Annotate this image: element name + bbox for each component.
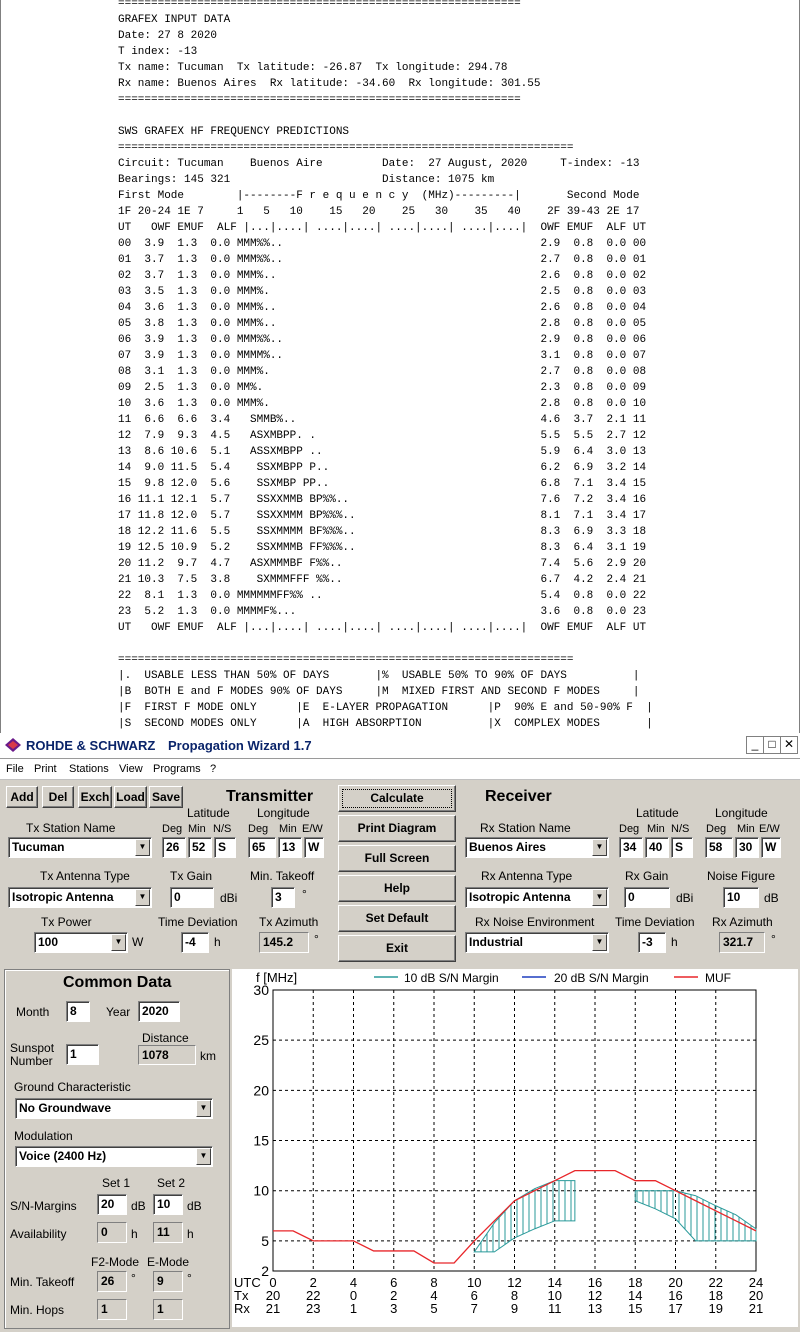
x-tick-label: 13 bbox=[587, 1301, 603, 1316]
y-tick-label: 20 bbox=[253, 1082, 269, 1099]
tx-station-select[interactable] bbox=[8, 837, 152, 858]
ground-characteristic-value: No Groundwave bbox=[19, 1101, 112, 1115]
availability-label: Availability bbox=[10, 1227, 67, 1241]
x-tick-label: 20 bbox=[748, 1288, 764, 1303]
month-input[interactable]: 8 bbox=[66, 1001, 90, 1022]
rx-gain-input[interactable]: 0 bbox=[624, 887, 670, 908]
legend-label: 20 dB S/N Margin bbox=[554, 971, 649, 985]
min-takeoff-label: Min. Takeoff bbox=[10, 1275, 75, 1289]
set2-label: Set 2 bbox=[157, 1176, 186, 1190]
report-line: GRAFEX INPUT DATA bbox=[118, 14, 231, 26]
x-tick-label: 1 bbox=[349, 1301, 358, 1316]
tx-longitude-label: Longitude bbox=[257, 806, 310, 820]
sn-margin-set2-unit: dB bbox=[187, 1199, 202, 1213]
modulation-value: Voice (2400 Hz) bbox=[19, 1149, 107, 1163]
title-bar bbox=[0, 733, 800, 759]
year-label: Year bbox=[106, 1005, 131, 1019]
tx-power-label: Tx Power bbox=[41, 915, 92, 929]
report-line: 21 10.3 7.5 3.8 SXMMMFFF %%.. 6.7 4.2 2.4 21 bbox=[118, 574, 647, 586]
common-data-heading: Common Data bbox=[63, 974, 172, 991]
sunspot-label: Sunspot bbox=[10, 1041, 55, 1055]
tx-power-unit: W bbox=[132, 935, 144, 949]
minimize-button[interactable]: _ bbox=[746, 736, 764, 754]
x-tick-label: 8 bbox=[430, 1275, 438, 1290]
x-tick-label: 21 bbox=[265, 1301, 281, 1316]
distance-value: 1078 bbox=[138, 1045, 196, 1065]
report-line: |. USABLE LESS THAN 50% OF DAYS |% USABLE 50% TO 90% OF DAYS | bbox=[118, 670, 640, 682]
chevron-down-icon[interactable]: ▼ bbox=[196, 1100, 211, 1117]
report-line: 09 2.5 1.3 0.0 MM%. 2.3 0.8 0.0 09 bbox=[118, 382, 647, 394]
rx-gain-unit: dBi bbox=[676, 891, 694, 905]
y-tick-label: 30 bbox=[253, 982, 269, 998]
modulation-select[interactable] bbox=[15, 1146, 213, 1167]
menu-programs[interactable]: Programs bbox=[153, 763, 201, 775]
tx-station-value: Tucuman bbox=[12, 840, 65, 854]
report-line: 18 12.2 11.6 5.5 SSXMMMM BF%%%.. 8.3 6.9 3.3 18 bbox=[118, 526, 647, 538]
takeoff-e-degree: ° bbox=[187, 1271, 192, 1285]
x-tick-label: 18 bbox=[628, 1275, 643, 1290]
tx-power-select[interactable] bbox=[34, 932, 128, 953]
menu-bar bbox=[0, 759, 800, 780]
rx-azimuth-label: Rx Azimuth bbox=[712, 915, 773, 929]
x-tick-label: 21 bbox=[748, 1301, 764, 1316]
report-line: 22 8.1 1.3 0.0 MMMMMMFF%% .. 5.4 0.8 0.0 22 bbox=[118, 590, 647, 602]
rohde-schwarz-logo-icon bbox=[5, 738, 21, 752]
y-tick-label: 10 bbox=[253, 1182, 269, 1199]
distance-unit: km bbox=[200, 1049, 216, 1063]
load-button[interactable]: Load bbox=[114, 786, 147, 808]
x-tick-label: 18 bbox=[708, 1288, 723, 1303]
report-line: SWS GRAFEX HF FREQUENCY PREDICTIONS bbox=[118, 126, 350, 138]
tx-takeoff-input[interactable]: 3 bbox=[271, 887, 295, 908]
report-line: |B BOTH E and F MODES 90% OF DAYS |M MIXED FIRST AND SECOND F MODES | bbox=[118, 686, 640, 698]
report-line: 12 7.9 9.3 4.5 ASXMBPP. . 5.5 5.5 2.7 12 bbox=[118, 430, 647, 442]
exit-button[interactable]: Exit bbox=[338, 935, 456, 962]
tx-lat-deg-label: Deg bbox=[162, 823, 183, 835]
tx-time-deviation-label: Time Deviation bbox=[158, 915, 238, 929]
x-tick-label: 6 bbox=[390, 1275, 398, 1290]
report-line: 20 11.2 9.7 4.7 ASXMMMBF F%%.. 7.4 5.6 2.9 20 bbox=[118, 558, 647, 570]
window-title: Propagation Wizard 1.7 bbox=[168, 738, 312, 753]
rx-noise-figure-unit: dB bbox=[764, 891, 779, 905]
x-tick-label: 10 bbox=[467, 1275, 482, 1290]
hops-e-value: 1 bbox=[153, 1299, 183, 1320]
report-line: 19 12.5 10.9 5.2 SSXMMMB FF%%%.. 8.3 6.4 3.1 19 bbox=[118, 542, 647, 554]
y-tick-label: 2 bbox=[261, 1263, 269, 1279]
x-tick-label: 7 bbox=[470, 1301, 478, 1316]
modulation-label: Modulation bbox=[14, 1129, 73, 1143]
rx-latitude-label: Latitude bbox=[636, 806, 679, 820]
rx-lat-deg-label: Deg bbox=[619, 823, 640, 835]
rx-antenna-label: Rx Antenna Type bbox=[481, 869, 573, 883]
takeoff-f2-value: 26 bbox=[97, 1271, 127, 1292]
distance-label: Distance bbox=[142, 1031, 189, 1045]
report-line: |S SECOND MODES ONLY |A HIGH ABSORPTION |X COMPLEX MODES | bbox=[118, 718, 653, 730]
report-line: 05 3.8 1.3 0.0 MMM%.. 2.8 0.8 0.0 05 bbox=[118, 318, 647, 330]
x-tick-label: 22 bbox=[306, 1288, 321, 1303]
sunspot-input[interactable]: 1 bbox=[66, 1044, 99, 1065]
availability-set1-unit: h bbox=[131, 1227, 138, 1241]
chevron-down-icon[interactable]: ▼ bbox=[135, 839, 150, 856]
y-tick-label: 15 bbox=[253, 1132, 269, 1149]
rx-lat-min-input[interactable]: 40 bbox=[645, 837, 669, 858]
tx-lon-min-label: Min bbox=[279, 823, 297, 835]
tx-azimuth-degree: ° bbox=[314, 932, 319, 946]
report-line: 15 9.8 12.0 5.6 SSXMBP PP.. 6.8 7.1 3.4 15 bbox=[118, 478, 647, 490]
x-tick-label: 16 bbox=[587, 1275, 603, 1290]
report-line: Tx name: Tucuman Tx latitude: -26.87 Tx longitude: 294.78 bbox=[118, 62, 508, 74]
report-line: Bearings: 145 321 Distance: 1075 km bbox=[118, 174, 495, 186]
rx-noise-figure-input[interactable]: 10 bbox=[723, 887, 759, 908]
chevron-down-icon[interactable]: ▼ bbox=[592, 839, 607, 856]
rx-station-name-label: Rx Station Name bbox=[480, 821, 571, 835]
menu-file[interactable]: File bbox=[6, 763, 24, 775]
tx-lat-min-input[interactable]: 52 bbox=[188, 837, 212, 858]
report-line: Date: 27 8 2020 bbox=[118, 30, 218, 42]
chevron-down-icon[interactable]: ▼ bbox=[592, 889, 607, 906]
report-line: |F FIRST F MODE ONLY |E E-LAYER PROPAGATION |P 90% E and 50-90% F | bbox=[118, 702, 653, 714]
rx-noise-environment-label: Rx Noise Environment bbox=[475, 915, 595, 929]
report-line: 16 11.1 12.1 5.7 SSXXMMB BP%%.. 7.6 7.2 3.4 16 bbox=[118, 494, 647, 506]
x-tick-label: 12 bbox=[587, 1288, 603, 1303]
report-line: Circuit: Tucuman Buenos Aire Date: 27 August, 2020 T-index: -13 bbox=[118, 158, 640, 170]
sn-margins-label: S/N-Margins bbox=[10, 1199, 77, 1213]
rx-lon-ew-label: E/W bbox=[759, 823, 780, 835]
chevron-down-icon[interactable]: ▼ bbox=[592, 934, 607, 951]
rx-station-value: Buenos Aires bbox=[469, 840, 546, 854]
rx-gain-label: Rx Gain bbox=[625, 869, 669, 883]
report-line: 1F 20-24 1E 7 1 5 10 15 20 25 30 35 40 2F 39-43 2E 17 bbox=[118, 206, 640, 218]
rx-lon-min-label: Min bbox=[737, 823, 755, 835]
y-axis-label: f [MHz] bbox=[256, 970, 298, 985]
x-tick-label: 4 bbox=[430, 1288, 438, 1303]
sn-margin-set2-input[interactable]: 10 bbox=[153, 1194, 183, 1215]
propagation-chart bbox=[232, 969, 798, 1327]
report-line: ===================================================================== bbox=[118, 654, 574, 666]
tx-azimuth-value: 145.2 bbox=[259, 932, 309, 953]
x-tick-label: 2 bbox=[309, 1275, 317, 1290]
chevron-down-icon[interactable]: ▼ bbox=[196, 1148, 211, 1165]
set1-label: Set 1 bbox=[102, 1176, 131, 1190]
full-screen-button[interactable]: Full Screen bbox=[338, 845, 456, 872]
tx-azimuth-label: Tx Azimuth bbox=[259, 915, 319, 929]
rx-azimuth-value: 321.7 bbox=[719, 932, 765, 953]
availability-set2-value: 11 bbox=[153, 1222, 183, 1243]
rx-noise-environment-select[interactable] bbox=[465, 932, 609, 953]
x-tick-label: 2 bbox=[390, 1288, 398, 1303]
hops-f2-value: 1 bbox=[97, 1299, 127, 1320]
x-tick-label: 6 bbox=[470, 1288, 478, 1303]
f2-mode-label: F2-Mode bbox=[91, 1255, 140, 1269]
rx-lon-deg-input[interactable]: 58 bbox=[705, 837, 733, 858]
x-row-label: Rx bbox=[234, 1301, 250, 1316]
y-tick-label: 5 bbox=[261, 1232, 269, 1249]
exchange-button[interactable]: Exch bbox=[78, 786, 112, 808]
tx-antenna-value: Isotropic Antenna bbox=[12, 890, 114, 904]
rx-lat-ns-input[interactable]: S bbox=[671, 837, 693, 858]
rx-lon-min-input[interactable]: 30 bbox=[735, 837, 759, 858]
propagation-wizard-window bbox=[0, 733, 800, 1332]
receiver-heading: Receiver bbox=[485, 788, 552, 805]
report-line: 23 5.2 1.3 0.0 MMMMF%... 3.6 0.8 0.0 23 bbox=[118, 606, 647, 618]
tx-time-deviation-input[interactable]: -4 bbox=[181, 932, 209, 953]
tx-lat-min-label: Min bbox=[188, 823, 206, 835]
report-line: 00 3.9 1.3 0.0 MMM%%.. 2.9 0.8 0.0 00 bbox=[118, 238, 647, 250]
x-tick-label: 5 bbox=[430, 1301, 438, 1316]
x-tick-label: 24 bbox=[748, 1275, 764, 1290]
report-line: 13 8.6 10.6 5.1 ASSXMBPP .. 5.9 6.4 3.0 13 bbox=[118, 446, 647, 458]
report-line: 08 3.1 1.3 0.0 MMM%. 2.7 0.8 0.0 08 bbox=[118, 366, 647, 378]
x-tick-label: 9 bbox=[510, 1301, 519, 1316]
transmitter-heading: Transmitter bbox=[226, 788, 314, 805]
report-line: ============================================================= bbox=[118, 94, 521, 106]
month-label: Month bbox=[16, 1005, 50, 1019]
legend-label: 10 dB S/N Margin bbox=[404, 971, 499, 985]
ground-characteristic-label: Ground Characteristic bbox=[14, 1080, 131, 1094]
chevron-down-icon[interactable]: ▼ bbox=[111, 934, 126, 951]
menu-view[interactable]: View bbox=[119, 763, 143, 775]
tx-lon-ew-label: E/W bbox=[302, 823, 323, 835]
tx-antenna-select[interactable] bbox=[8, 887, 152, 908]
x-row-label: UTC bbox=[234, 1275, 261, 1290]
report-line: ===================================================================== bbox=[118, 142, 574, 154]
rx-time-deviation-label: Time Deviation bbox=[615, 915, 695, 929]
availability-set1-value: 0 bbox=[97, 1222, 127, 1243]
tx-takeoff-label: Min. Takeoff bbox=[250, 869, 315, 883]
maximize-button[interactable]: □ bbox=[763, 736, 781, 754]
rx-lat-min-label: Min bbox=[647, 823, 665, 835]
report-line: T index: -13 bbox=[118, 46, 198, 58]
report-line: 10 3.6 1.3 0.0 MMM%. 2.8 0.8 0.0 10 bbox=[118, 398, 647, 410]
x-tick-label: 22 bbox=[708, 1275, 723, 1290]
x-tick-label: 19 bbox=[708, 1301, 723, 1316]
x-tick-label: 12 bbox=[507, 1275, 522, 1290]
report-line: 02 3.7 1.3 0.0 MMM%.. 2.6 0.8 0.0 02 bbox=[118, 270, 647, 282]
rx-lat-deg-input[interactable]: 34 bbox=[619, 837, 643, 858]
tx-gain-label: Tx Gain bbox=[170, 869, 213, 883]
tx-lat-ns-input[interactable]: S bbox=[214, 837, 236, 858]
x-tick-label: 20 bbox=[265, 1288, 281, 1303]
ground-characteristic-select[interactable] bbox=[15, 1098, 213, 1119]
rx-time-deviation-input[interactable]: -3 bbox=[638, 932, 666, 953]
report-line: ============================================================= bbox=[118, 0, 521, 10]
tx-lon-min-input[interactable]: 13 bbox=[278, 837, 302, 858]
sn-margin-set1-input[interactable]: 20 bbox=[97, 1194, 127, 1215]
x-tick-label: 20 bbox=[668, 1275, 683, 1290]
common-data-panel bbox=[4, 969, 230, 1329]
tx-latitude-label: Latitude bbox=[187, 806, 230, 820]
rx-azimuth-degree: ° bbox=[771, 932, 776, 946]
print-diagram-button[interactable]: Print Diagram bbox=[338, 815, 456, 842]
rx-noise-environment-value: Industrial bbox=[469, 935, 524, 949]
tx-lon-deg-input[interactable]: 65 bbox=[248, 837, 276, 858]
x-tick-label: 23 bbox=[306, 1301, 321, 1316]
add-button[interactable]: Add bbox=[6, 786, 38, 808]
x-tick-label: 14 bbox=[628, 1288, 643, 1303]
sn-margin-set1-unit: dB bbox=[131, 1199, 146, 1213]
report-line: 17 11.8 12.0 5.7 SSXXMMM BP%%%.. 8.1 7.1 3.4 17 bbox=[118, 510, 647, 522]
year-input[interactable]: 2020 bbox=[138, 1001, 180, 1022]
rx-station-select[interactable] bbox=[465, 837, 609, 858]
availability-set2-unit: h bbox=[187, 1227, 194, 1241]
tx-power-value: 100 bbox=[38, 935, 59, 949]
min-hops-label: Min. Hops bbox=[10, 1303, 65, 1317]
report-line: 01 3.7 1.3 0.0 MMM%%.. 2.7 0.8 0.0 01 bbox=[118, 254, 647, 266]
tx-antenna-label: Tx Antenna Type bbox=[40, 869, 130, 883]
x-tick-label: 15 bbox=[628, 1301, 643, 1316]
takeoff-e-value: 9 bbox=[153, 1271, 183, 1292]
x-tick-label: 3 bbox=[390, 1301, 398, 1316]
report-line: 07 3.9 1.3 0.0 MMMM%.. 3.1 0.8 0.0 07 bbox=[118, 350, 647, 362]
tx-takeoff-degree: ° bbox=[302, 887, 307, 901]
delete-button[interactable]: Del bbox=[42, 786, 74, 808]
tx-gain-unit: dBi bbox=[220, 891, 238, 905]
tx-time-deviation-unit: h bbox=[214, 935, 221, 949]
takeoff-f2-degree: ° bbox=[131, 1271, 136, 1285]
chevron-down-icon[interactable]: ▼ bbox=[135, 889, 150, 906]
tx-lon-deg-label: Deg bbox=[248, 823, 269, 835]
close-button[interactable]: ✕ bbox=[780, 736, 798, 754]
report-line: UT OWF EMUF ALF |...|....| ....|....| ....|....| ....|....| OWF EMUF ALF UT bbox=[118, 622, 647, 634]
legend-label: MUF bbox=[705, 971, 731, 985]
e-mode-label: E-Mode bbox=[147, 1255, 190, 1269]
x-tick-label: 8 bbox=[510, 1288, 519, 1303]
tx-gain-input[interactable]: 0 bbox=[170, 887, 214, 908]
sunspot-number-label: Number bbox=[10, 1054, 53, 1068]
menu-print[interactable]: Print bbox=[34, 763, 57, 775]
calculate-button[interactable]: Calculate bbox=[338, 785, 456, 812]
report-line: UT OWF EMUF ALF |...|....| ....|....| ....|....| ....|....| OWF EMUF ALF UT bbox=[118, 222, 647, 234]
report-line: First Mode |--------F r e q u e n c y (MHz)---------| Second Mode bbox=[118, 190, 640, 202]
menu-help[interactable]: ? bbox=[210, 763, 217, 775]
report-line: 14 9.0 11.5 5.4 SSXMBPP P.. 6.2 6.9 3.2 14 bbox=[118, 462, 647, 474]
tx-lat-deg-input[interactable]: 26 bbox=[162, 837, 186, 858]
x-tick-label: 10 bbox=[547, 1288, 562, 1303]
rx-noise-figure-label: Noise Figure bbox=[707, 869, 776, 883]
x-tick-label: 4 bbox=[349, 1275, 358, 1290]
brand-name: ROHDE & SCHWARZ bbox=[26, 738, 156, 753]
x-tick-label: 11 bbox=[548, 1301, 562, 1316]
help-button[interactable]: Help bbox=[338, 875, 456, 902]
x-tick-label: 14 bbox=[547, 1275, 562, 1290]
set-default-button[interactable]: Set Default bbox=[338, 905, 456, 932]
rx-lat-ns-label: N/S bbox=[671, 823, 690, 835]
x-tick-label: 0 bbox=[269, 1275, 277, 1290]
x-row-label: Tx bbox=[234, 1288, 249, 1303]
grafex-report-text bbox=[118, 0, 653, 733]
save-button[interactable]: Save bbox=[149, 786, 183, 808]
report-line: 06 3.9 1.3 0.0 MMM%%.. 2.9 0.8 0.0 06 bbox=[118, 334, 647, 346]
rx-longitude-label: Longitude bbox=[715, 806, 768, 820]
y-tick-label: 25 bbox=[253, 1032, 269, 1049]
menu-stations[interactable]: Stations bbox=[69, 763, 109, 775]
rx-time-deviation-unit: h bbox=[671, 935, 678, 949]
report-line: 04 3.6 1.3 0.0 MMM%.. 2.6 0.8 0.0 04 bbox=[118, 302, 647, 314]
report-line: 11 6.6 6.6 3.4 SMMB%.. 4.6 3.7 2.1 11 bbox=[118, 414, 647, 426]
report-line: 03 3.5 1.3 0.0 MMM%. 2.5 0.8 0.0 03 bbox=[118, 286, 647, 298]
tx-station-name-label: Tx Station Name bbox=[26, 821, 116, 835]
x-tick-label: 16 bbox=[668, 1288, 683, 1303]
rx-lon-ew-input[interactable]: W bbox=[761, 837, 781, 858]
x-tick-label: 17 bbox=[668, 1301, 683, 1316]
rx-antenna-select[interactable] bbox=[465, 887, 609, 908]
rx-lon-deg-label: Deg bbox=[706, 823, 727, 835]
x-tick-label: 0 bbox=[349, 1288, 358, 1303]
tx-lon-ew-input[interactable]: W bbox=[304, 837, 324, 858]
report-line: Rx name: Buenos Aires Rx latitude: -34.60 Rx longitude: 301.55 bbox=[118, 78, 541, 90]
tx-lat-ns-label: N/S bbox=[213, 823, 232, 835]
rx-antenna-value: Isotropic Antenna bbox=[469, 890, 571, 904]
